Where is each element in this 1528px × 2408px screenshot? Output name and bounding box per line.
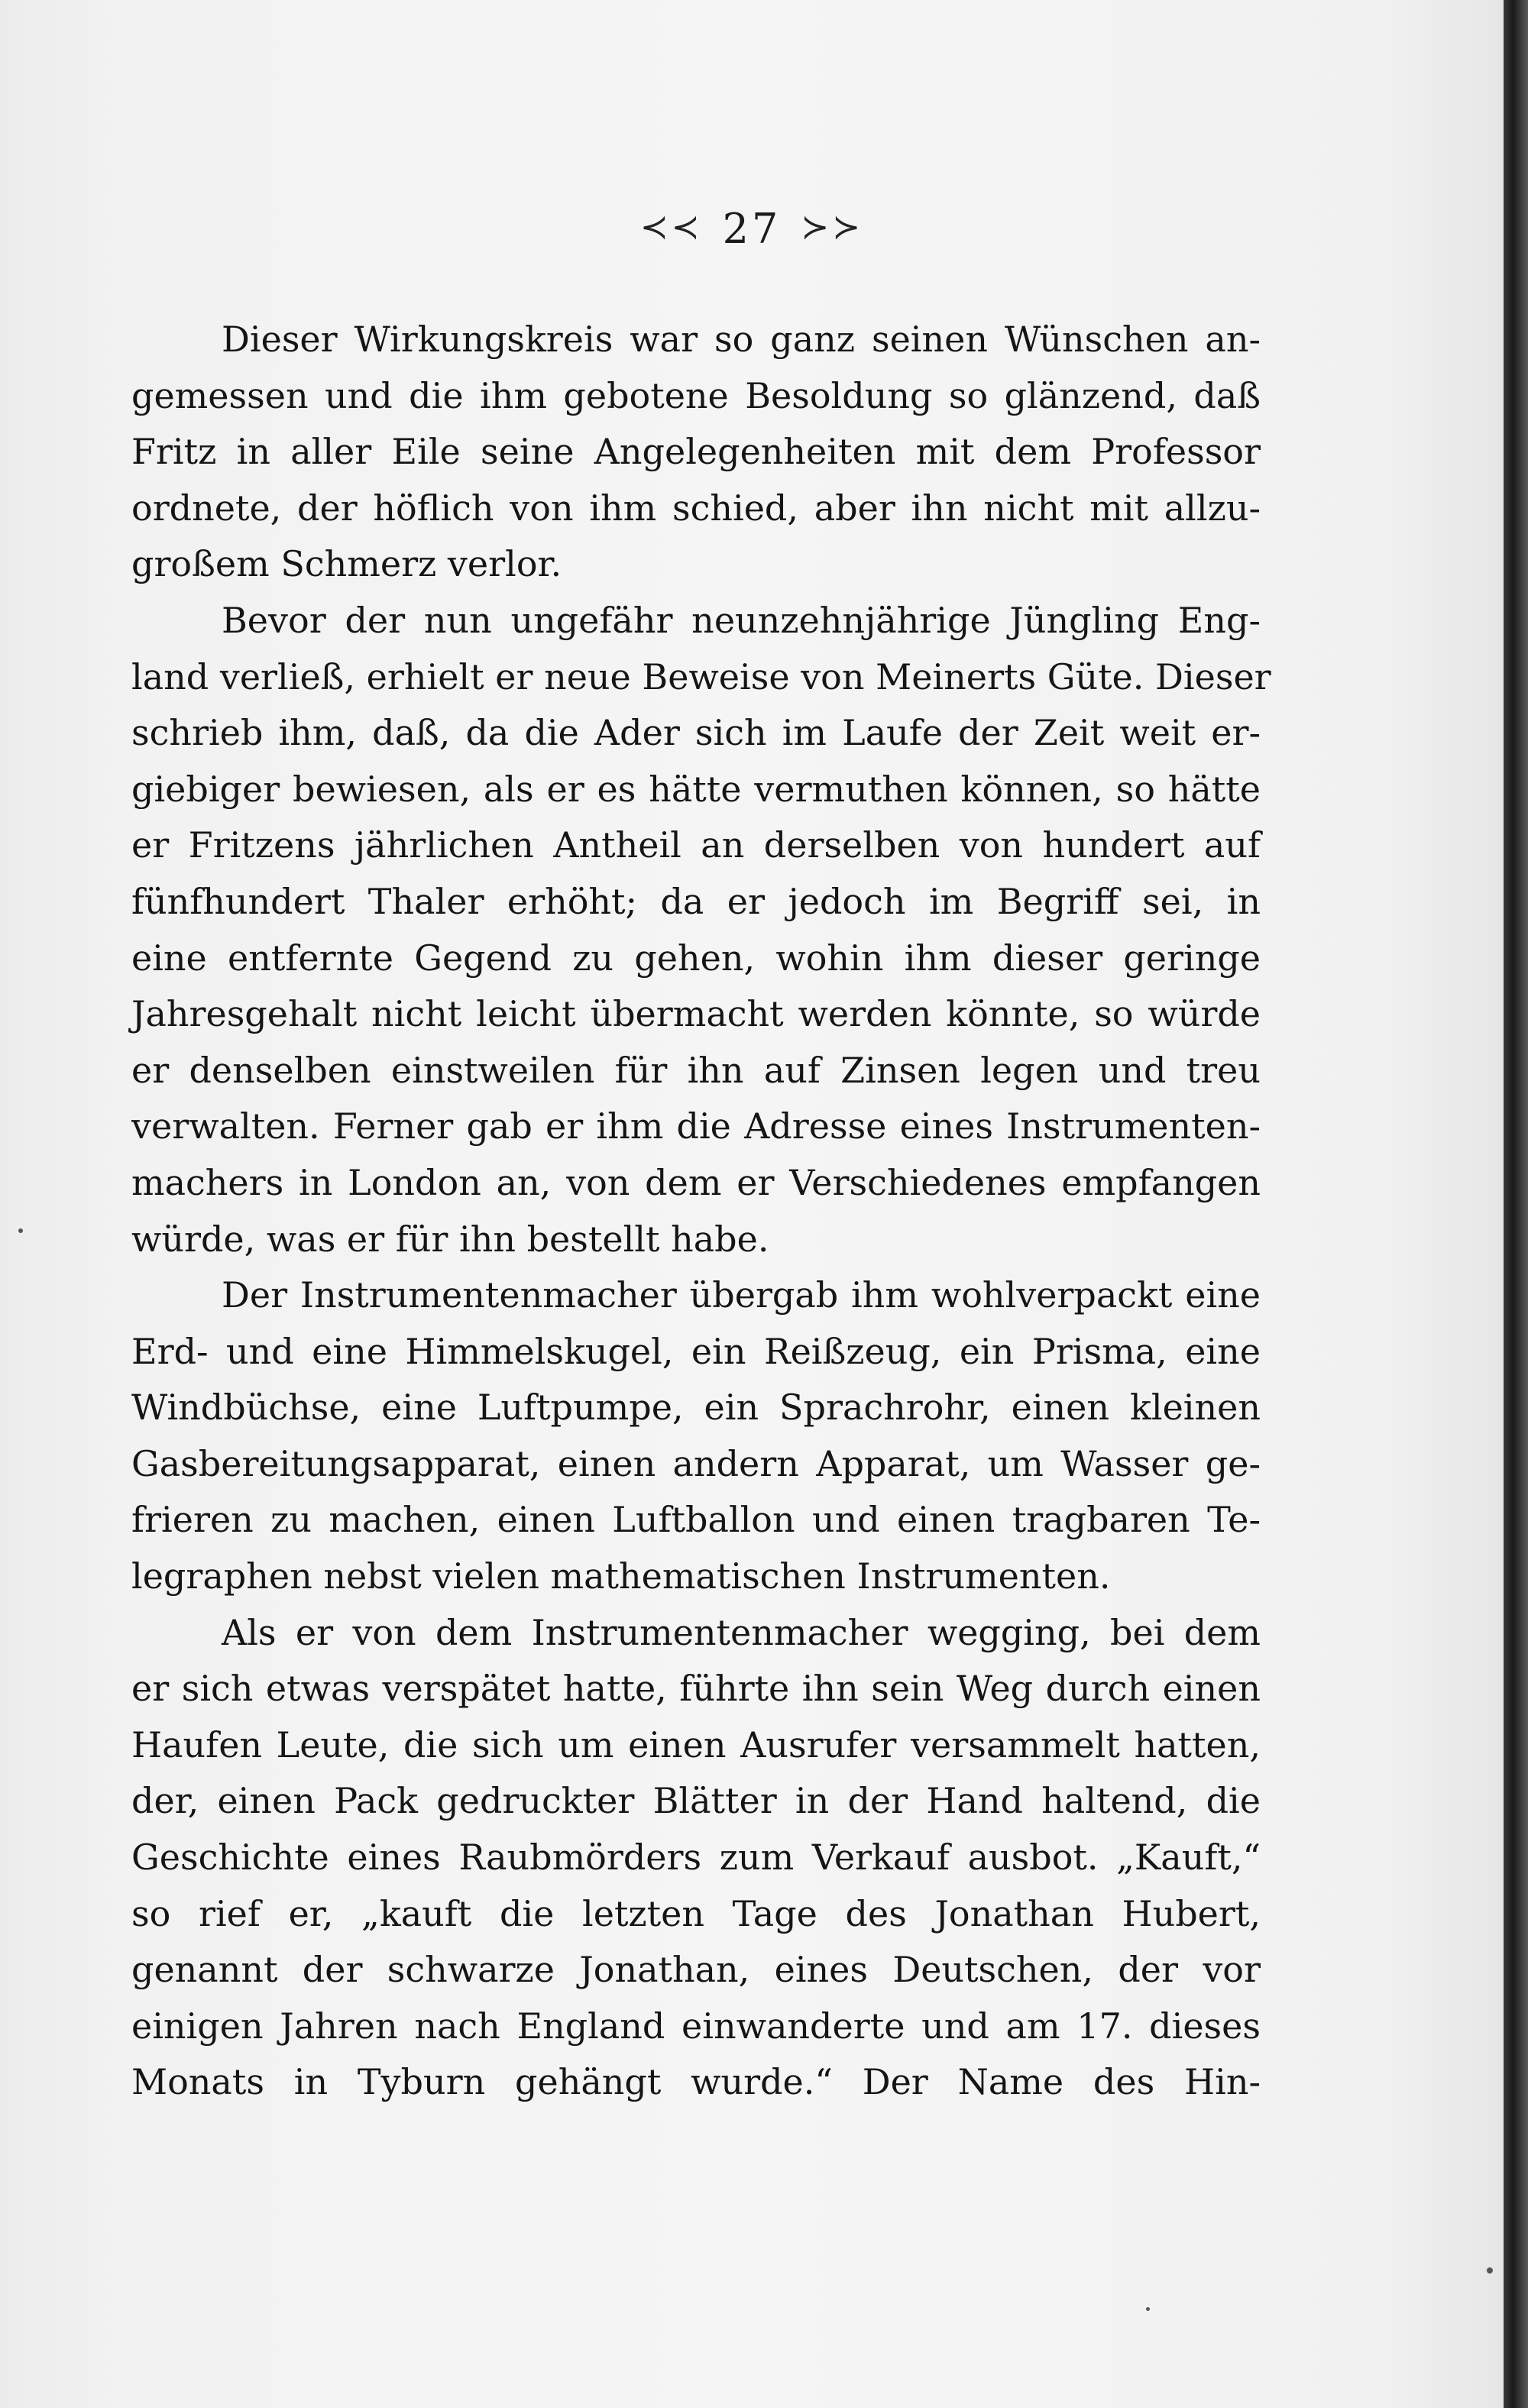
- text-line: der, einen Pack gedruckter Blätter in der Hand haltend, die: [131, 1780, 1261, 1822]
- paper-speck: [18, 1228, 23, 1233]
- text-line: giebiger bewiesen, als er es hätte vermuthen können, so hätte: [131, 768, 1261, 810]
- text-line: Fritz in aller Eile seine Angelegenheiten mit dem Professor: [131, 431, 1261, 473]
- text-line: machers in London an, von dem er Verschiedenes empfangen: [131, 1161, 1261, 1203]
- text-line: Der Instrumentenmacher übergab ihm wohlverpackt eine: [222, 1274, 1261, 1316]
- text-line: er denselben einstweilen für ihn auf Zinsen legen und treu: [131, 1049, 1261, 1091]
- text-line: Bevor der nun ungefähr neunzehnjährige Jüngling Eng-: [222, 599, 1261, 641]
- text-line: Geschichte eines Raubmörders zum Verkauf ausbot. „Kauft,“: [131, 1837, 1261, 1879]
- text-line: so rief er, „kauft die letzten Tage des Jonathan Hubert,: [131, 1892, 1261, 1934]
- text-line: frieren zu machen, einen Luftballon und einen tragbaren Te-: [131, 1499, 1261, 1541]
- paper-speck: [1146, 2307, 1150, 2311]
- text-line: Jahresgehalt nicht leicht übermacht werden könnte, so würde: [131, 993, 1261, 1035]
- text-line: Als er von dem Instrumentenmacher wegging, bei dem: [222, 1611, 1261, 1653]
- text-line: Windbüchse, eine Luftpumpe, ein Sprachrohr, einen kleinen: [131, 1387, 1261, 1429]
- text-line: er sich etwas verspätet hatte, führte ihn sein Weg durch einen: [131, 1668, 1261, 1710]
- text-line: gemessen und die ihm gebotene Besoldung so glänzend, daß: [131, 374, 1261, 416]
- text-line: einigen Jahren nach England einwanderte und am 17. dieses: [131, 2005, 1261, 2047]
- text-line: land verließ, erhielt er neue Beweise von Meinerts Güte. Dieser: [131, 655, 1271, 697]
- text-line: ordnete, der höflich von ihm schied, aber ihn nicht mit allzu-: [131, 487, 1261, 529]
- page-header: [0, 205, 1504, 253]
- text-line: Erd- und eine Himmelskugel, ein Reißzeug, ein Prisma, eine: [131, 1330, 1261, 1372]
- left-ornament: ≺≺: [639, 208, 703, 247]
- text-line: großem Schmerz verlor.: [131, 543, 562, 585]
- text-line: eine entfernte Gegend zu gehen, wohin ihm dieser geringe: [131, 937, 1261, 979]
- text-line: Dieser Wirkungskreis war so ganz seinen Wünschen an-: [222, 319, 1261, 360]
- paper-speck: [1487, 2267, 1493, 2274]
- text-line: legraphen nebst vielen mathematischen Instrumenten.: [131, 1555, 1111, 1597]
- text-line: Gasbereitungsapparat, einen andern Apparat, um Wasser ge-: [131, 1442, 1261, 1484]
- page-number: 27: [722, 205, 782, 253]
- text-line: verwalten. Ferner gab er ihm die Adresse eines Instrumenten-: [131, 1105, 1261, 1147]
- text-line: würde, was er für ihn bestellt habe.: [131, 1218, 769, 1260]
- text-line: Monats in Tyburn gehängt wurde.“ Der Name des Hin-: [131, 2061, 1261, 2103]
- text-line: fünfhundert Thaler erhöht; da er jedoch im Begriff sei, in: [131, 880, 1261, 922]
- body-text: [131, 312, 1271, 2111]
- text-line: genannt der schwarze Jonathan, eines Deutschen, der vor: [131, 1949, 1261, 1991]
- right-ornament: ≻≻: [801, 208, 864, 247]
- text-line: Haufen Leute, die sich um einen Ausrufer versammelt hatten,: [131, 1723, 1261, 1766]
- page-edge-shadow: [1504, 0, 1528, 2408]
- text-line: schrieb ihm, daß, da die Ader sich im Laufe der Zeit weit er-: [131, 712, 1261, 754]
- text-line: er Fritzens jährlichen Antheil an derselben von hundert auf: [131, 824, 1261, 866]
